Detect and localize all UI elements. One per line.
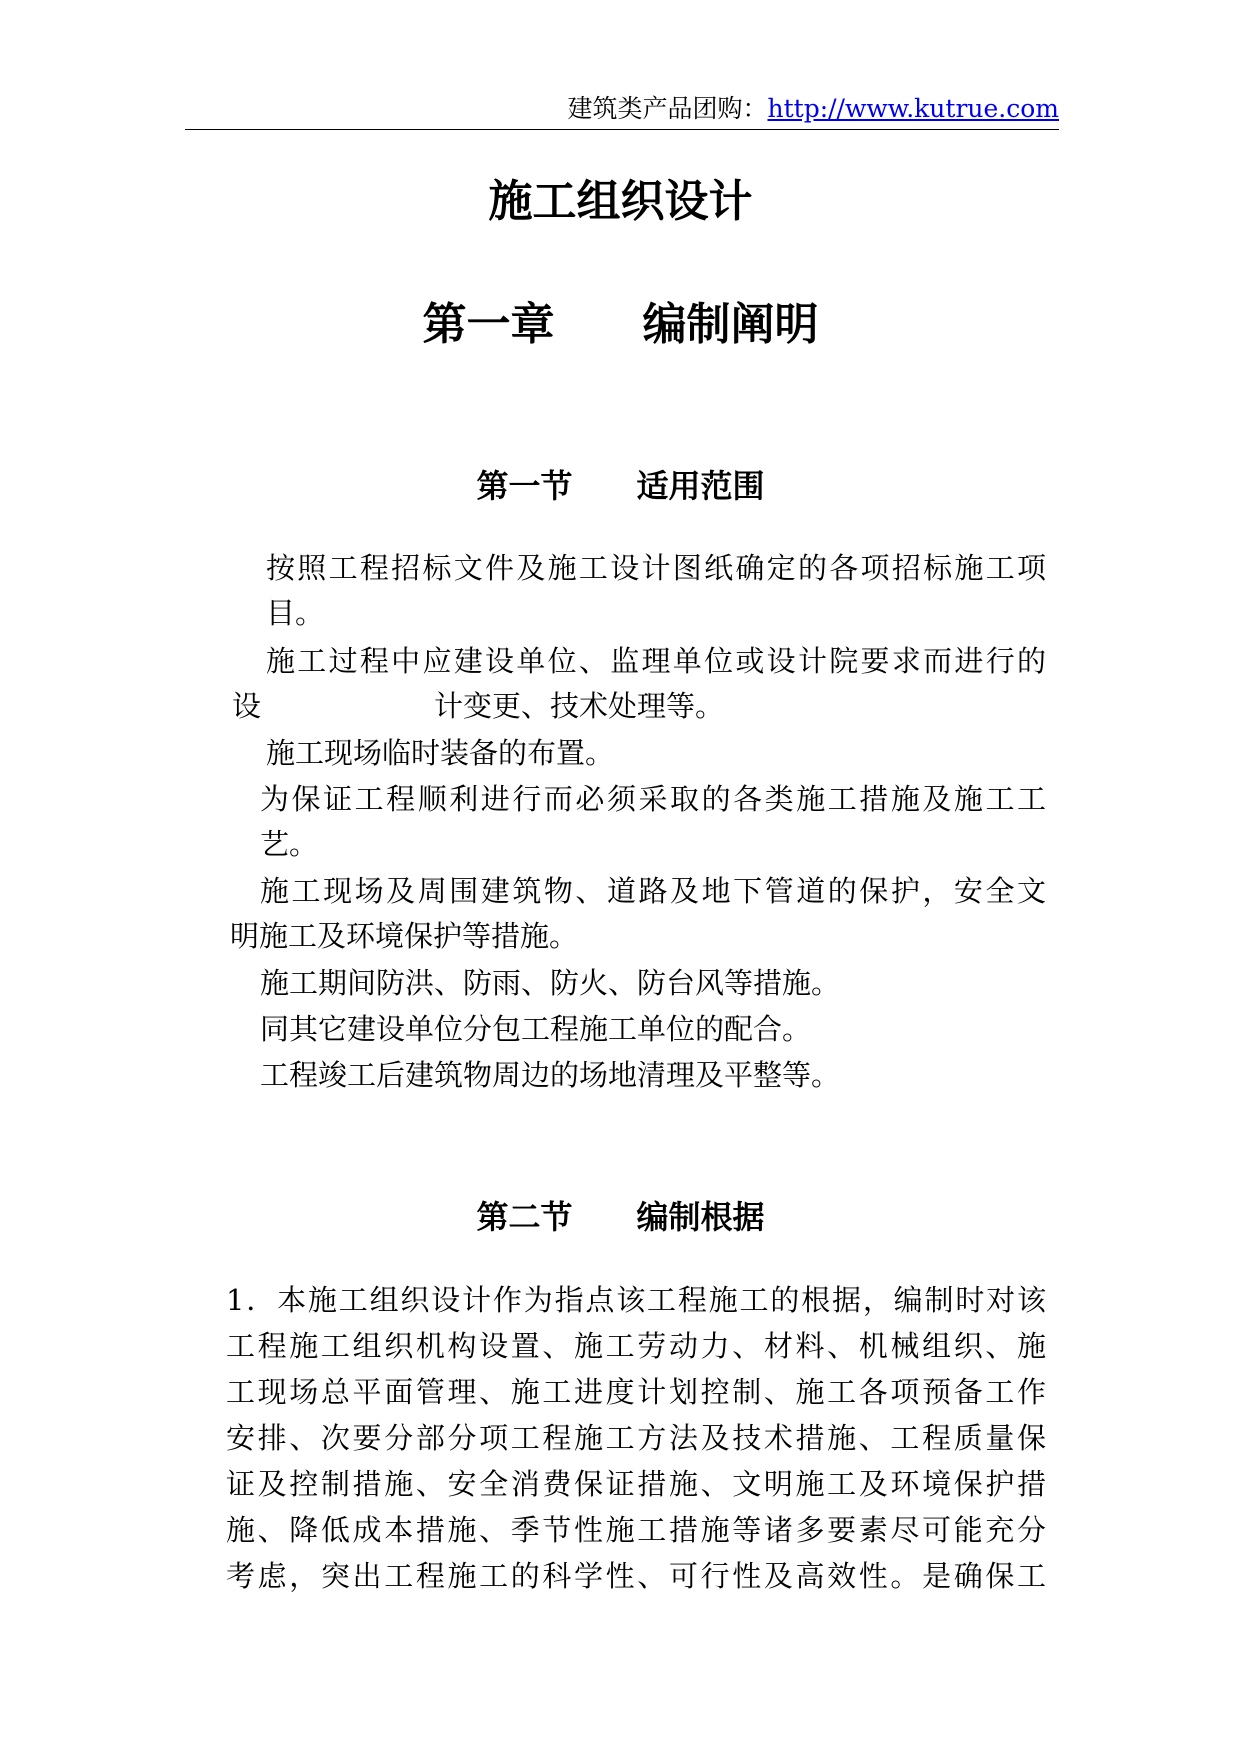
paragraph-line: 工现场总平面管理、施工进度计划控制、施工各项预备工作: [226, 1375, 1046, 1409]
document-title: 施工组织设计: [488, 176, 753, 227]
header-link[interactable]: http://www.kutrue.com: [767, 94, 1059, 123]
paragraph-line: 同其它建设单位分包工程施工单位的配合。: [260, 1012, 812, 1046]
paragraph-line: 安排、次要分部分项工程施工方法及技术措施、工程质量保: [226, 1421, 1046, 1455]
paragraph-line: 施工过程中应建设单位、监理单位或设计院要求而进行的: [266, 644, 1046, 678]
section-heading-1: 第一节 适用范围: [476, 467, 765, 505]
page-header: [185, 92, 1059, 126]
paragraph-line: 1．本施工组织设计作为指点该工程施工的根据，编制时对该: [226, 1283, 1046, 1317]
paragraph-line: 工程竣工后建筑物周边的场地清理及平整等。: [260, 1058, 841, 1092]
paragraph-line: 施工现场及周围建筑物、道路及地下管道的保护，安全文: [260, 874, 1046, 908]
paragraph-line: 证及控制措施、安全消费保证措施、文明施工及环境保护措: [226, 1467, 1046, 1501]
paragraph-line: 为保证工程顺利进行而必须采取的各类施工措施及施工工: [260, 782, 1046, 816]
section-heading-2: 第二节 编制根据: [476, 1198, 765, 1236]
paragraph-line: 设: [232, 689, 262, 723]
paragraph-line: 艺。: [260, 827, 319, 861]
paragraph-line: 考虑，突出工程施工的科学性、可行性及高效性。是确保工: [226, 1559, 1046, 1593]
paragraph-line: 按照工程招标文件及施工设计图纸确定的各项招标施工项: [266, 551, 1046, 585]
paragraph-line: 计变更、技术处理等。: [434, 689, 725, 723]
paragraph-line: 目。: [266, 596, 325, 630]
header-divider: [185, 129, 1059, 130]
header-prefix: 建筑类产品团购：: [567, 94, 768, 123]
paragraph-line: 施、降低成本措施、季节性施工措施等诸多要素尽可能充分: [226, 1513, 1046, 1547]
paragraph-line: 施工期间防洪、防雨、防火、防台风等措施。: [260, 966, 841, 1000]
paragraph-line: 工程施工组织机构设置、施工劳动力、材料、机械组织、施: [226, 1329, 1046, 1363]
chapter-heading: 第一章 编制阐明: [422, 299, 819, 350]
paragraph-line: 明施工及环境保护等措施。: [230, 919, 579, 953]
paragraph-line: 施工现场临时装备的布置。: [266, 736, 615, 770]
